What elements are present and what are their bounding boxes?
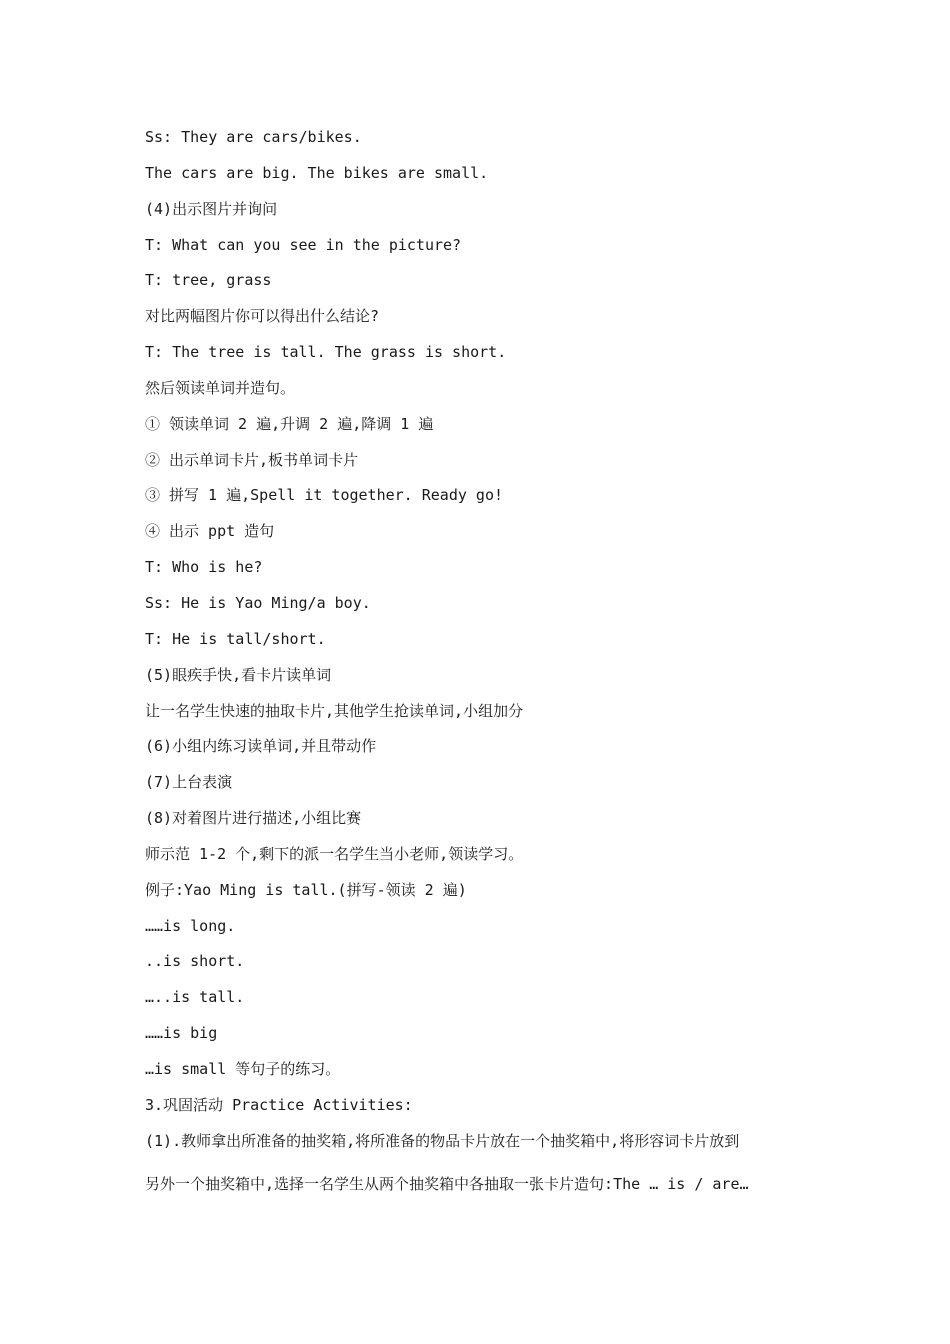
text-line: 让一名学生快速的抽取卡片,其他学生抢读单词,小组加分 xyxy=(145,701,524,720)
text-line: …is small 等句子的练习。 xyxy=(145,1059,341,1078)
text-line: ..is short. xyxy=(145,952,245,971)
text-line: (4)出示图片并询问 xyxy=(145,199,278,218)
text-line: T: Who is he? xyxy=(145,558,263,577)
text-line: 另外一个抽奖箱中,选择一名学生从两个抽奖箱中各抽取一张卡片造句:The … is / are… xyxy=(145,1174,749,1193)
text-line: T: tree, grass xyxy=(145,271,272,290)
text-line: ……is long. xyxy=(145,916,236,935)
text-line: 然后领读单词并造句。 xyxy=(145,378,296,397)
text-line: The cars are big. The bikes are small. xyxy=(145,163,489,182)
text-line: (5)眼疾手快,看卡片读单词 xyxy=(145,665,332,684)
text-line: 例子:Yao Ming is tall.(拼写-领读 2 遍) xyxy=(145,880,467,899)
text-line: T: The tree is tall. The grass is short. xyxy=(145,343,507,362)
text-line: ④ 出示 ppt 造句 xyxy=(145,522,275,541)
text-line: (7)上台表演 xyxy=(145,773,233,792)
text-line: T: He is tall/short. xyxy=(145,629,326,648)
text-line: ① 领读单词 2 遍,升调 2 遍,降调 1 遍 xyxy=(145,414,434,433)
text-line: ② 出示单词卡片,板书单词卡片 xyxy=(145,450,359,469)
text-line: (6)小组内练习读单词,并且带动作 xyxy=(145,737,377,756)
text-line: 师示范 1-2 个,剩下的派一名学生当小老师,领读学习。 xyxy=(145,844,524,863)
text-line: (1).教师拿出所准备的抽奖箱,将所准备的物品卡片放在一个抽奖箱中,将形容词卡片放到 xyxy=(145,1131,740,1150)
text-line: ③ 拼写 1 遍,Spell it together. Ready go! xyxy=(145,486,504,505)
text-line: 对比两幅图片你可以得出什么结论? xyxy=(145,307,380,326)
document-body xyxy=(145,124,825,1206)
text-line: Ss: He is Yao Ming/a boy. xyxy=(145,593,371,612)
text-line: …..is tall. xyxy=(145,988,245,1007)
text-line: (8)对着图片进行描述,小组比赛 xyxy=(145,809,362,828)
text-line: 3.巩固活动 Practice Activities: xyxy=(145,1095,413,1114)
text-line: T: What can you see in the picture? xyxy=(145,235,462,254)
text-line: Ss: They are cars/bikes. xyxy=(145,128,362,146)
text-line: ……is big xyxy=(145,1024,218,1043)
